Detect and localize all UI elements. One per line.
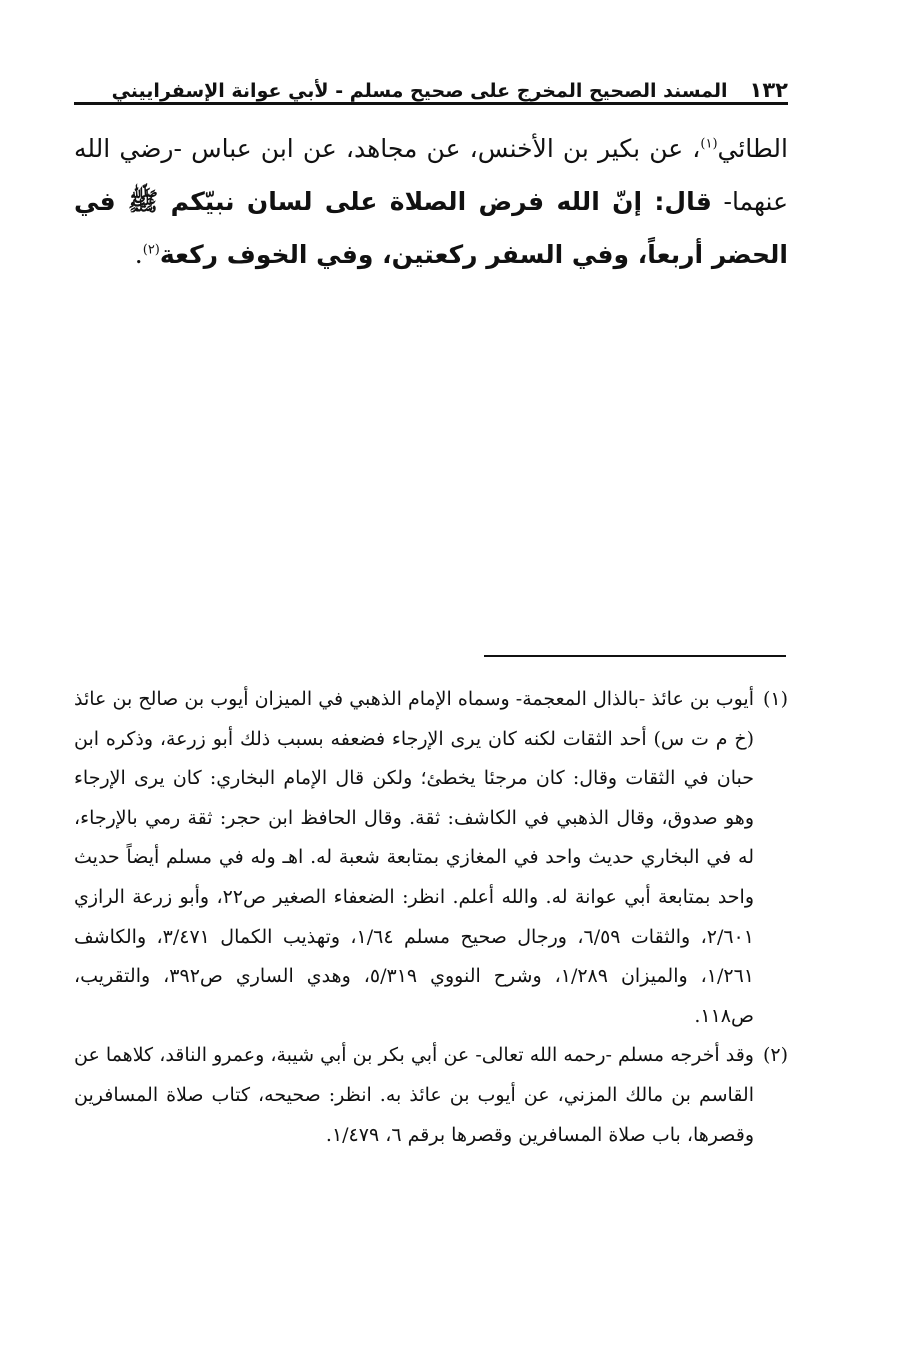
- main-text: [74, 122, 788, 281]
- header-rule: [74, 102, 788, 105]
- running-title: المسند الصحيح المخرج على صحيح مسلم - لأبي عوانة الإسفراييني: [111, 80, 728, 102]
- footnote-ref-2: (٢): [142, 242, 160, 258]
- footnote-text: أيوب بن عائذ -بالذال المعجمة- وسماه الإمام الذهبي في الميزان أيوب بن صالح بن عائذ (خ م ت س) أحد الثقات لكنه كان يرى الإرجاء فضعفه بسبب ذلك أبو زرعة، وذكره ابن حبان في الثقات وقال: كان مرجئا يخطئ؛ ولكن قال الإمام البخاري: كان يرى الإرجاء وهو صدوق، وقال الذهبي في الكاشف: ثقة. وقال الحافظ ابن حجر: ثقة رمي بالإرجاء، له في البخاري حديث واحد في المغازي بمتابعة شعبة له. اهـ وله في مسلم أيضاً حديث واحد بمتابعة أبي عوانة له. والله أعلم. انظر: الضعفاء الصغير ص٢٢، وأبو زرعة الرازي ٢/٦٠١، والثقات ٦/٥٩، ورجال صحيح مسلم ١/٦٤، وتهذيب الكمال ٣/٤٧١، والكاشف ١/٢٦١، والميزان ١/٢٨٩، وشرح النووي ٥/٣١٩، وهدي الساري ص٣٩٢، والتقريب، ص١١٨.: [74, 688, 755, 1027]
- main-text-part2: ، عن بكير بن الأخنس، عن مجاهد، عن ابن عباس -رضي الله عنهما-: [74, 134, 788, 216]
- footnote-2: [74, 1036, 788, 1155]
- footnote-text: وقد أخرجه مسلم -رحمه الله تعالى- عن أبي بكر بن أبي شيبة، وعمرو الناقد، كلاهما عن القاسم بن مالك المزني، عن أيوب بن عائذ به. انظر: صحيحه، كتاب صلاة المسافرين وقصرها، باب صلاة المسافرين وقصرها برقم ٦، ١/٤٧٩.: [74, 1044, 754, 1146]
- footnotes: [74, 680, 788, 1155]
- footnote-1: [74, 680, 788, 1036]
- footnote-number: (١): [762, 688, 788, 710]
- footnote-number: (٢): [762, 1044, 788, 1067]
- footnote-ref-1: (١): [700, 136, 718, 152]
- running-header: [74, 62, 788, 102]
- main-text-part1: الطائي: [717, 134, 788, 163]
- footnote-separator: [484, 655, 786, 657]
- main-text-end: .: [134, 240, 143, 269]
- page-number: ١٣٢: [749, 78, 788, 102]
- hadith-text: قال: إنّ الله فرض الصلاة على لسان نبيّكم ﷺ في الحضر أربعاً، وفي السفر ركعتين، وفي الخوف ركعة: [74, 187, 788, 269]
